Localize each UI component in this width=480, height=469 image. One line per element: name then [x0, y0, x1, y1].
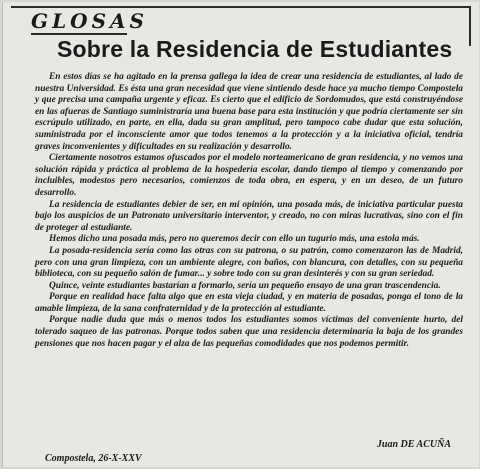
section-underline — [31, 33, 127, 35]
paragraph-8: Porque nadie duda que más o menos todos los estudiantes somos víctimas del conveniente hurto, del tolerado saqueo de las patronas. Porque todos saben que una residencia determinaría la baja de los grandes pensiones que nos hacen pagar y el alza de las pequeñas comodidades que nos podemos permitir. — [35, 315, 463, 349]
section-label: GLOSAS — [31, 9, 148, 33]
paragraph-6: Quince, veinte estudiantes bastarían a formarlo, sería un pequeño ensayo de una gran trascendencia. — [49, 280, 441, 291]
top-frame-rule — [11, 6, 471, 8]
signature-block — [35, 439, 463, 467]
paragraph-7: Porque en realidad hace falta algo que en esta vieja ciudad, y en materia de posadas, ponga el tono de la amable limpieza, de la sana confraternidad y de la protección al estudiante. — [35, 292, 463, 314]
place-and-date: Compostela, 26-X-XXV — [45, 453, 142, 464]
paragraph-2: Ciertamente nosotros estamos ofuscados por el modelo norteamericano de gran residencia, y no vemos una solución rápida y práctica al problema de la hospedería escolar, dando tiempo al tiempo y comenzando por incluibles, modestos pero necesarios, comienzos de toda obra, en espera, y en un deseo, de un futuro desarrollo. — [35, 153, 463, 198]
paragraph-3: La residencia de estudiantes debier de ser, en mi opinión, una posada más, de iniciativa particular puesta bajo los auspicios de un Patronato universitario interventor, y creado, no con miras lucrativas, sino con el fin de proteger al estudiante. — [35, 199, 463, 233]
paragraph-4: Hemos dicho una posada más, pero no queremos decir con ello un tugurio más, una estola más. — [49, 234, 420, 245]
right-frame-rule — [469, 6, 471, 46]
author-signature: Juan DE ACUÑA — [376, 439, 451, 450]
newspaper-page — [2, 2, 479, 467]
paragraph-5: La posada-residencia sería como las otras con su patrona, o su patrón, como comenzaron las de Madrid, pero con una gran limpieza, con un ambiente alegre, con baños, con blancura, con detalles, con su pequeña biblioteca, con su pequeño salón de fumar... y sobre todo con su gran desinterés y con su gran seriedad. — [35, 245, 463, 280]
article-headline: Sobre la Residencia de Estudiantes — [57, 36, 453, 62]
article-body — [35, 72, 463, 350]
paragraph-1: En estos días se ha agitado en la prensa gallega la idea de crear una residencia de estudiantes, al lado de nuestra Universidad. Es ésta una gran necesidad que viene sintiendo desde hace ya mucho tiempo Compostela y que precisa una campaña urgente y eficaz. Es cierto que el edificio de Sordomudos, que está construyéndose en las afueras de Santiago suministraría una buena base para esta institución y que podría ciertamente ser sin escrúpulo utilizado, en parte, en ella, dada su gran amplitud, pero tampoco cabe dudar que esta solución, suministrada por el inconsciente amor que todos tenemos a la protección y a la iniciativa oficial, tendría graves inconvenientes y dificultades en su realización y desarrollo. — [35, 72, 463, 152]
